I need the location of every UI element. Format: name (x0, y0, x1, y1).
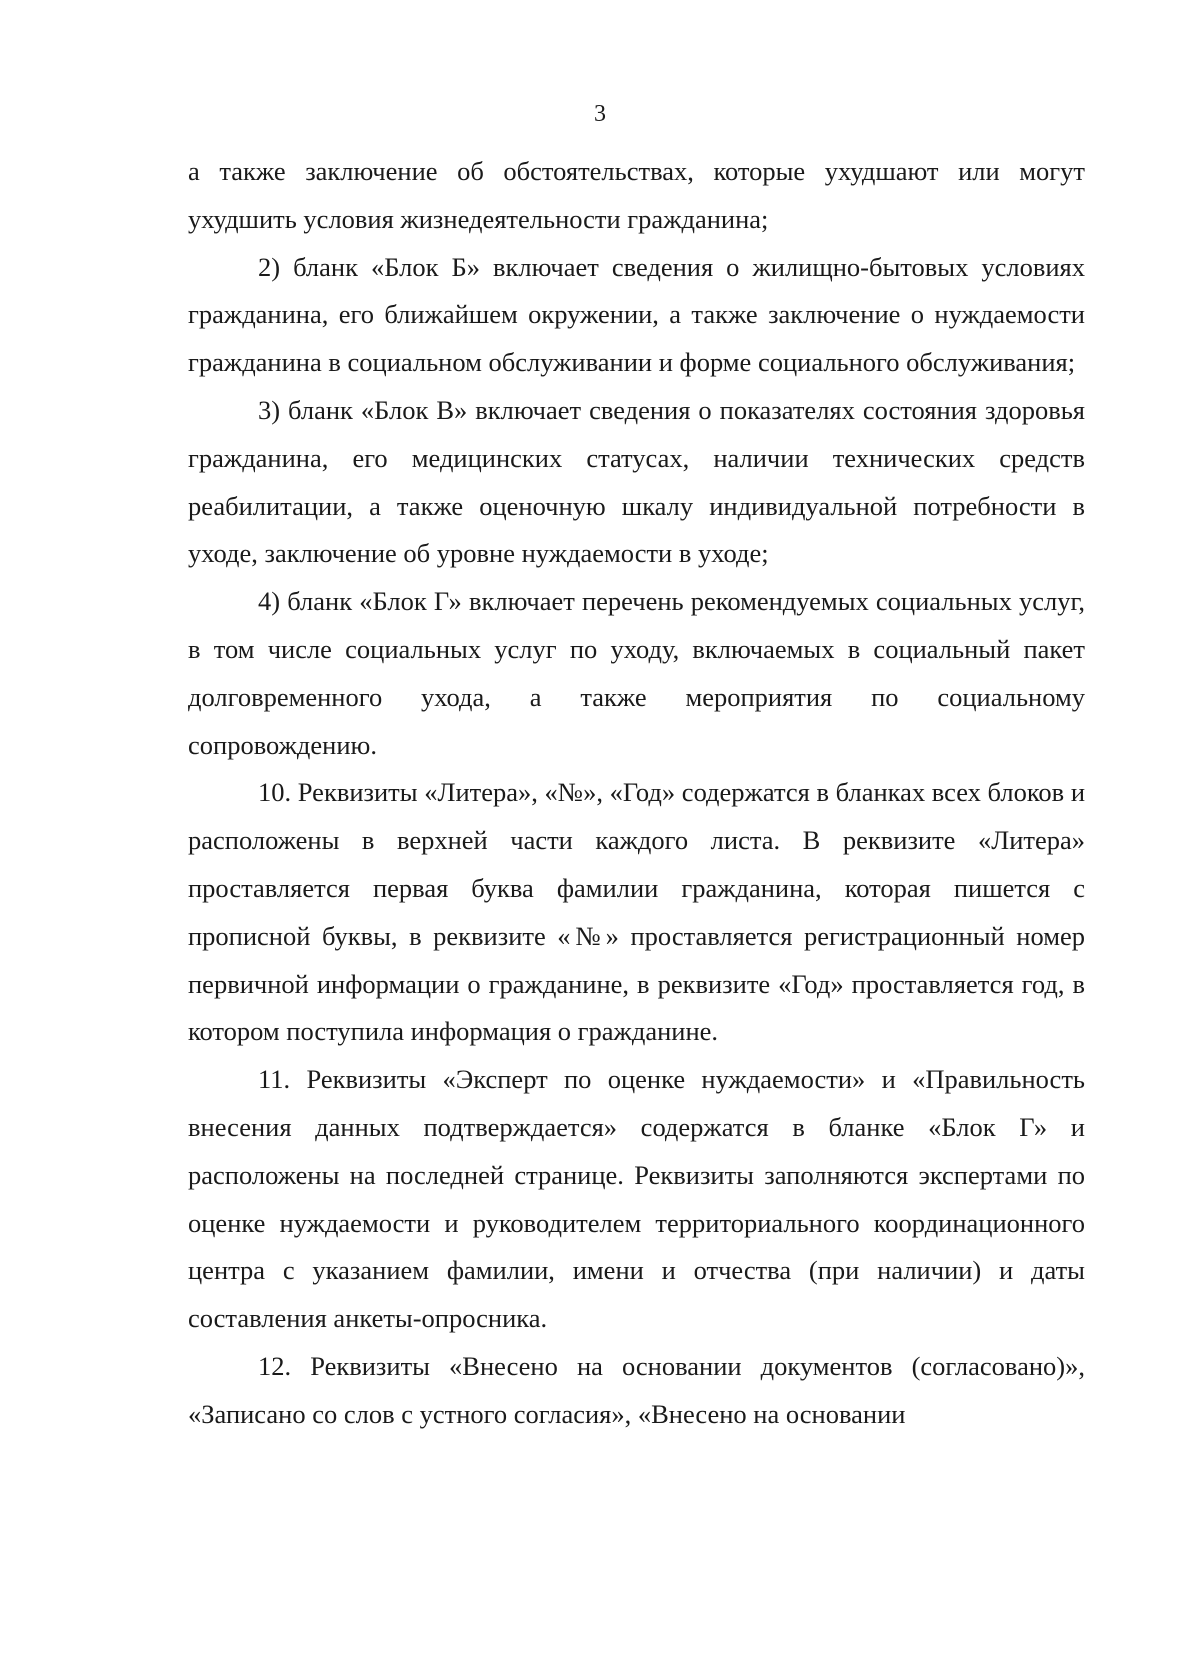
paragraph-continuation: а также заключение об обстоятельствах, которые ухудшают или могут ухудшить условия жизнедеятельности гражданина; (188, 156, 1085, 234)
paragraph-item-4: 4) бланк «Блок Г» включает перечень рекомендуемых социальных услуг, в том числе социальных услуг по уходу, включаемых в социальный пакет долговременного ухода, а также мероприятия по социальному сопровождению. (188, 586, 1085, 760)
paragraph-clause-12: 12. Реквизиты «Внесено на основании документов (согласовано)», «Записано со слов с устного согласия», «Внесено на основании (188, 1350, 1085, 1429)
paragraph-item-2: 2) бланк «Блок Б» включает сведения о жилищно-бытовых условиях гражданина, его ближайшем окружении, а также заключение о нуждаемости гражданина в социальном обслуживании и форме социального обслуживания; (188, 251, 1085, 378)
paragraph-clause-11: 11. Реквизиты «Эксперт по оценке нуждаемости» и «Правильность внесения данных подтверждается» содержатся в бланке «Блок Г» и расположены на последней странице. Реквизиты заполняются экспертами по оценке нуждаемости и руководителем территориального координационного центра с указанием фамилии, имени и отчества (при наличии) и даты составления анкеты-опросника. (188, 1064, 1085, 1334)
paragraph-clause-10: 10. Реквизиты «Литера», «№», «Год» содержатся в бланках всех блоков и расположены в верхней части каждого листа. В реквизите «Литера» проставляется первая буква фамилии гражданина, которая пишется с прописной буквы, в реквизите «№» проставляется регистрационный номер первичной информации о гражданине, в реквизите «Год» проставляется год, в котором поступила информация о гражданине. (188, 777, 1085, 1047)
paragraph-item-3: 3) бланк «Блок В» включает сведения о показателях состояния здоровья гражданина, его медицинских статусах, наличии технических средств реабилитации, а также оценочную шкалу индивидуальной потребности в уходе, заключение об уровне нуждаемости в уходе; (188, 394, 1085, 569)
page-number: 3 (594, 101, 606, 127)
document-body (188, 148, 1085, 1439)
